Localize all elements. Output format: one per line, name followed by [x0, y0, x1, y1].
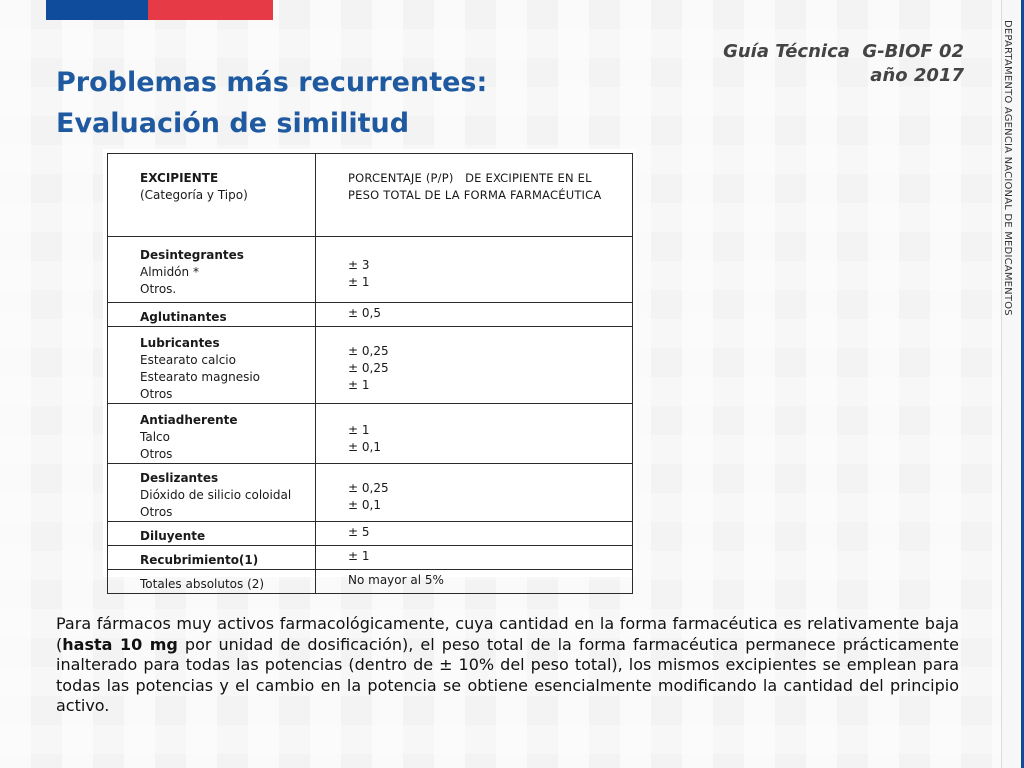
- table-row: [108, 404, 633, 464]
- excipient-cell: [108, 546, 316, 570]
- excipient-table-image: [103, 149, 636, 591]
- percentage-value: ± 0,1: [348, 498, 381, 512]
- table-row: [108, 570, 633, 594]
- percentage-value: ± 1: [348, 378, 370, 392]
- excipient-type: Otros.: [140, 282, 177, 296]
- excipient-category: Aglutinantes: [140, 310, 227, 324]
- percentage-value: ± 0,1: [348, 440, 381, 454]
- table-body: [108, 237, 633, 594]
- excipient-cell: [108, 570, 316, 594]
- excipient-type: Estearato magnesio: [140, 370, 260, 384]
- table-row: [108, 237, 633, 303]
- excipient-cell: [108, 464, 316, 522]
- excipient-type: Estearato calcio: [140, 353, 236, 367]
- percentage-value: ± 0,25: [348, 361, 389, 375]
- guide-code: Guía Técnica G-BIOF 02: [723, 41, 964, 62]
- table-row: [108, 522, 633, 546]
- table-header-row: [108, 154, 633, 237]
- excipient-cell: [108, 522, 316, 546]
- percentage-value: ± 1: [348, 275, 370, 289]
- page-title-line2: Evaluación de similitud: [56, 108, 410, 139]
- percentage-value: ± 0,5: [348, 306, 381, 320]
- side-department-label: DEPARTAMENTO AGENCIA NACIONAL DE MEDICAMENTOS: [1002, 20, 1013, 316]
- excipient-category: Diluyente: [140, 529, 206, 543]
- excipient-category: Totales absolutos (2): [140, 577, 265, 591]
- percentage-value: No mayor al 5%: [348, 573, 444, 587]
- table-row: [108, 546, 633, 570]
- percentage-cell: [316, 570, 633, 594]
- excipient-type: Otros: [140, 505, 173, 519]
- percentage-cell: [316, 464, 633, 522]
- excipient-cell: [108, 237, 316, 303]
- percentage-value: ± 0,25: [348, 344, 389, 358]
- percentage-cell: [316, 522, 633, 546]
- excipient-cell: [108, 327, 316, 404]
- percentage-cell: [316, 546, 633, 570]
- percentage-value: ± 1: [348, 549, 370, 563]
- explanation-paragraph: [56, 614, 959, 717]
- percentage-value: ± 3: [348, 258, 370, 272]
- header-excipient-cell: [108, 154, 316, 237]
- guide-reference: [723, 40, 964, 88]
- table-row: [108, 464, 633, 522]
- paragraph-text-start: Para fármacos muy activos farmacológicamente, cuya cantidad en la forma farmacéutica es relativamente baja (: [56, 614, 959, 654]
- percentage-value: ± 1: [348, 423, 370, 437]
- excipient-category: Recubrimiento(1): [140, 553, 259, 567]
- excipient-cell: [108, 303, 316, 327]
- excipient-type: Otros: [140, 447, 173, 461]
- excipient-table: [107, 153, 633, 594]
- percentage-cell: [316, 303, 633, 327]
- paragraph-text-end: por unidad de dosificación), el peso total de la forma farmacéutica permanece prácticamente inalterado para todas las potencias (dentro de ± 10% del peso total), los mismos excipientes se emplean para todas las potencias y el cambio en la potencia se obtiene esencialmente modificando la cantidad del principio activo.: [56, 634, 960, 715]
- percentage-value: ± 5: [348, 525, 370, 539]
- guide-year: año 2017: [870, 65, 964, 86]
- percentage-cell: [316, 404, 633, 464]
- flag-stripe-blue: [46, 0, 148, 20]
- table-row: [108, 327, 633, 404]
- header-percentage-line2: PESO TOTAL DE LA FORMA FARMACÉUTICA: [348, 188, 602, 202]
- percentage-cell: [316, 327, 633, 404]
- header-percentage-cell: [316, 154, 633, 237]
- excipient-category: Desintegrantes: [140, 248, 244, 262]
- excipient-type: Dióxido de silicio coloidal: [140, 488, 292, 502]
- header-category-label: (Categoría y Tipo): [140, 188, 248, 202]
- percentage-cell: [316, 237, 633, 303]
- paragraph-bold-dose: hasta 10 mg: [62, 634, 178, 654]
- percentage-value: ± 0,25: [348, 481, 389, 495]
- table-row: [108, 303, 633, 327]
- excipient-category: Lubricantes: [140, 336, 220, 350]
- excipient-cell: [108, 404, 316, 464]
- flag-stripe-red: [148, 0, 273, 20]
- page-title: [56, 62, 487, 144]
- header-excipient-label: EXCIPIENTE: [140, 171, 219, 185]
- excipient-type: Talco: [140, 430, 170, 444]
- excipient-type: Otros: [140, 387, 173, 401]
- excipient-category: Deslizantes: [140, 471, 219, 485]
- excipient-type: Almidón *: [140, 265, 199, 279]
- page-title-line1: Problemas más recurrentes:: [56, 67, 488, 98]
- excipient-category: Antiadherente: [140, 413, 238, 427]
- header-percentage-line1: PORCENTAJE (P/P) DE EXCIPIENTE EN EL: [348, 171, 592, 185]
